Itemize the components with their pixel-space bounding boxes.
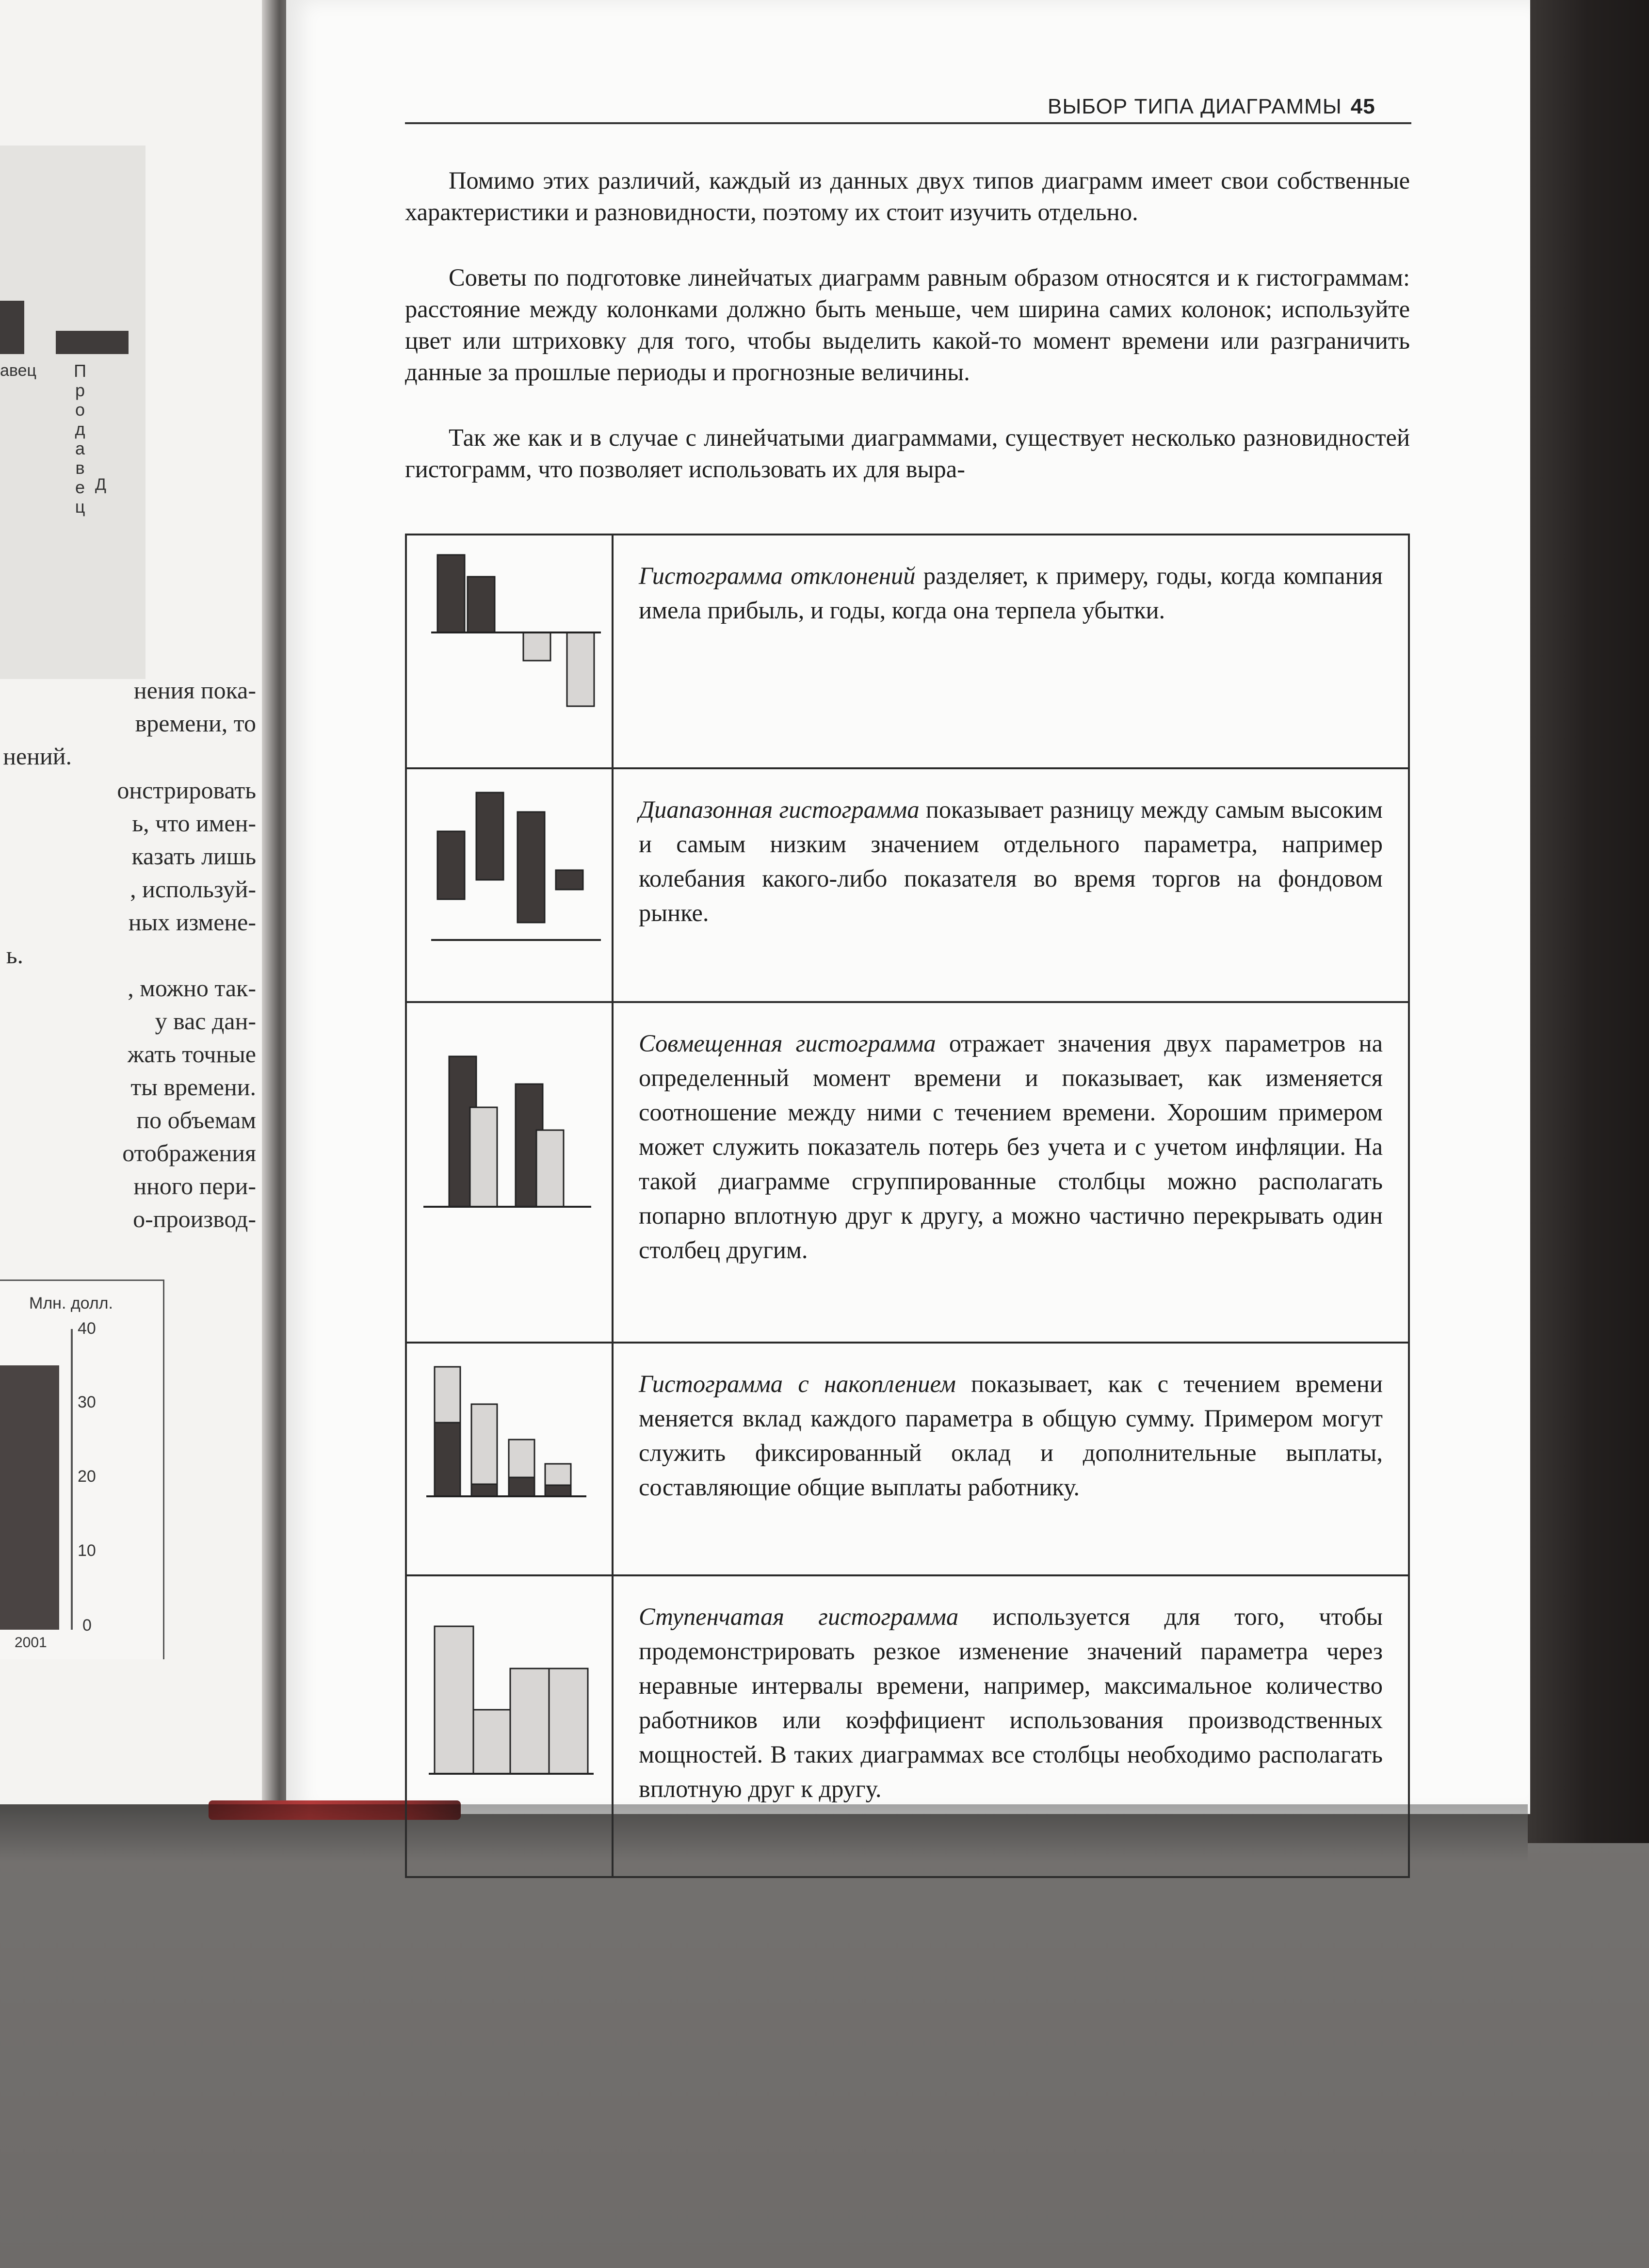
range-histogram-icon (407, 769, 612, 1001)
header-rule (405, 122, 1411, 124)
running-head-title: ВЫБОР ТИПА ДИАГРАММЫ (1048, 95, 1342, 118)
table-row (406, 535, 1409, 768)
term: Гистограмма с накоплением (639, 1370, 956, 1397)
left-text-line: ных измене- (128, 908, 256, 936)
left-chart-tick: 20 (78, 1467, 96, 1486)
term-description: используется для того, чтобы продемонстрировать резкое изменение значений параметра через неравные интервалы времени, например, максимальное количество работников или коэффициент использования производственных мощностей. В таких диаграммах все столбцы необходимо располагать вплотную друг к другу. (639, 1603, 1383, 1802)
term-description: отражает значения двух параметров на определенный момент времени и показывает, как изменяется соотношение между ними с течением времени. Хорошим примером может служить показатель потерь без учета и с учетом инфляции. На такой диаграмме сгруппированные столбцы можно располагать попарно вплотную друг к другу, а можно частично перекрывать один столбец другим. (639, 1030, 1383, 1264)
body-paragraph: Советы по подготовке линейчатых диаграмм равным образом относятся и к гистограммам: расстояние между колонками должно быть меньше, чем ширина самих колонок; используйте цвет или штриховку для того, чтобы выделить какой-то момент времени или разграничить данные за прошлые периоды и прогнозные величины. (405, 264, 1410, 386)
deviation-histogram-icon (407, 535, 612, 767)
table-icon-cell (406, 1343, 613, 1575)
table-icon-cell (406, 535, 613, 768)
scanner-lid-shadow (1528, 0, 1649, 1843)
table-description-cell (613, 1002, 1409, 1343)
body-paragraph: Так же как и в случае с линейчатыми диаграммами, существует несколько разновидностей гистограмм, что позволяет использовать их для выра- (405, 424, 1410, 483)
stacked-histogram-icon (407, 1344, 612, 1574)
term: Ступенчатая гистограмма (639, 1603, 959, 1630)
left-page (0, 0, 266, 1804)
left-chart-tick: 40 (78, 1319, 96, 1338)
left-chart-label: авец (0, 361, 36, 380)
table-description-cell (613, 1575, 1409, 1877)
left-chart-tick: 10 (78, 1541, 96, 1560)
table-row (406, 1343, 1409, 1575)
histogram-types-table (405, 534, 1410, 1878)
term-description: показывает, как с течением времени меняется вклад каждого параметра в общую сумму. Примером могут служить фиксированный оклад и дополнительные выплаты, составляющие общие выплаты работнику. (639, 1370, 1383, 1501)
left-chart-tick: 0 (82, 1616, 92, 1635)
table-description-cell (613, 768, 1409, 1002)
left-text-line: отображения (122, 1139, 256, 1166)
table-row (406, 1002, 1409, 1343)
left-text-line: жать точные (127, 1040, 256, 1068)
table-description-cell (613, 1343, 1409, 1575)
left-text-line: ь, что имен- (132, 810, 256, 837)
left-chart-bar-2001 (0, 1365, 59, 1630)
left-text-line: нений. (3, 743, 72, 770)
step-histogram-icon (407, 1576, 612, 1876)
left-chart-bar (56, 331, 129, 354)
left-text-line: ь. (6, 941, 23, 969)
left-text-line: онстрировать (117, 777, 256, 804)
table-icon-cell (406, 1575, 613, 1877)
grouped-histogram-icon (407, 1003, 612, 1342)
left-text-line: ты времени. (130, 1073, 256, 1101)
running-head (1048, 95, 1375, 119)
left-chart-axis (71, 1329, 73, 1630)
left-text-line: по объемам (136, 1106, 256, 1134)
left-chart-bar (0, 301, 24, 354)
table-row (406, 1575, 1409, 1877)
body-paragraph: Помимо этих различий, каждый из данных двух типов диаграмм имеет свои собственные характеристики и разновидности, поэтому их стоит изучить отдельно. (405, 167, 1410, 226)
left-chart-year: 2001 (15, 1635, 47, 1651)
left-chart-tick: 30 (78, 1393, 96, 1411)
left-text-line: о-производ- (133, 1205, 256, 1232)
left-text-line: казать лишь (131, 842, 256, 870)
term: Диапазонная гистограмма (639, 796, 920, 823)
left-chart-unit: Млн. долл. (29, 1294, 113, 1312)
left-text-line: , можно так- (128, 974, 256, 1002)
left-text-line: у вас дан- (155, 1007, 256, 1035)
left-text-line: времени, то (135, 710, 256, 737)
left-text-line: , используй- (130, 875, 256, 903)
term: Гистограмма отклонений (639, 562, 916, 589)
table-icon-cell (406, 1002, 613, 1343)
page-number: 45 (1350, 95, 1375, 118)
left-text-line: нения пока- (133, 677, 256, 704)
term-description: разделяет, к примеру, годы, когда компания имела прибыль, и годы, когда она терпела убытки. (639, 562, 1383, 624)
left-chart-vertical-label: Продавец (74, 361, 86, 517)
left-text-line: нного пери- (133, 1172, 256, 1199)
table-description-cell (613, 535, 1409, 768)
term: Совмещенная гистограмма (639, 1030, 936, 1057)
left-chart-label: Д (95, 475, 107, 494)
term-description: показывает разницу между самым высоким и самым низким значением отдельного параметра, например колебания какого-либо показателя во время торгов на фондовом рынке. (639, 796, 1383, 926)
table-row (406, 768, 1409, 1002)
table-icon-cell (406, 768, 613, 1002)
